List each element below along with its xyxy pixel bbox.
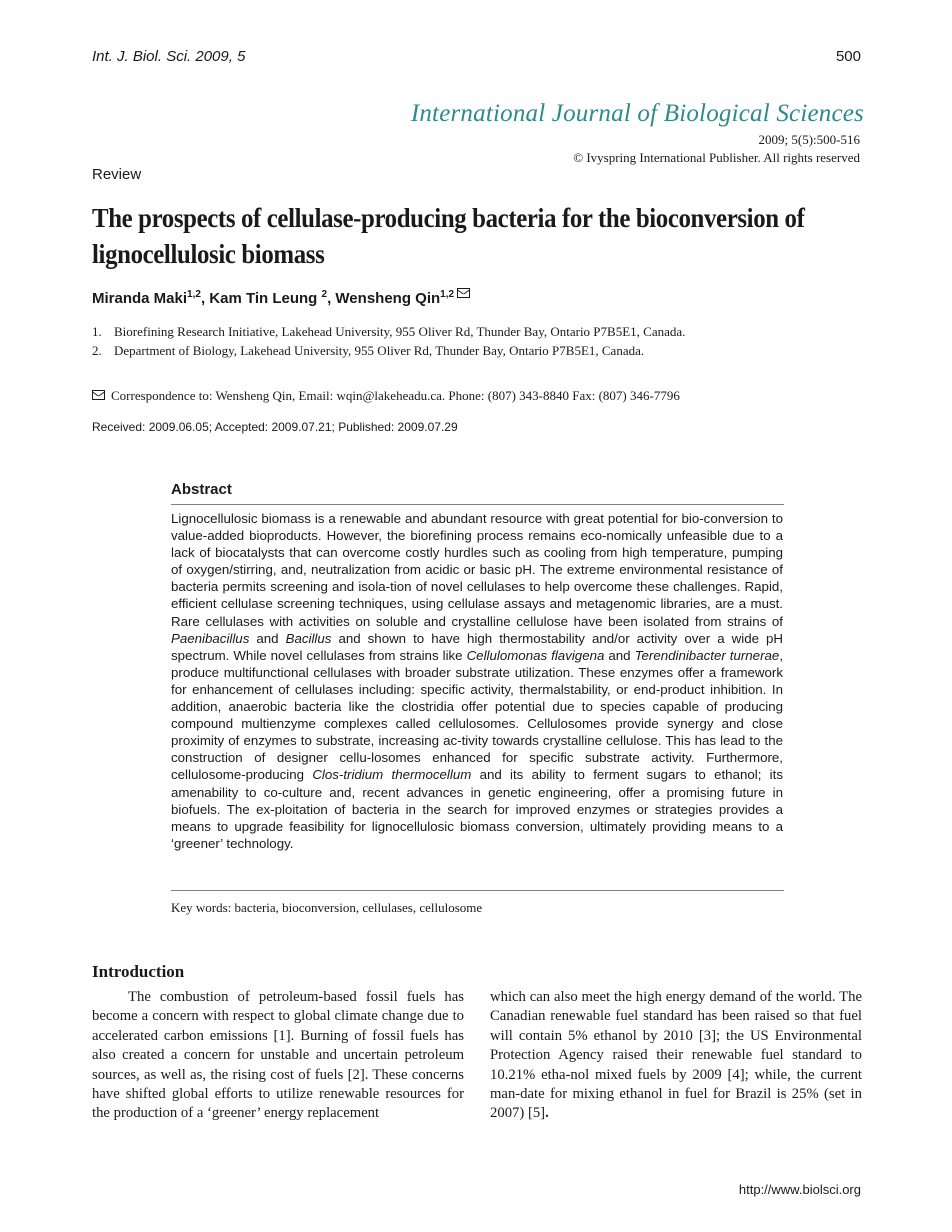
- journal-citation: 2009; 5(5):500-516: [758, 132, 860, 147]
- body-column-left: The combustion of petroleum-based fossil fuels has become a concern with respect to global climate change due to accelerated carbon emissions [1]. Burning of fossil fuels has also created a concern for unstable and uncertain petroleum sources, as well as, the rising cost of fuels [2]. These concerns have shifted global efforts to utilize renewable resources for the production of a ‘greener’ energy replacement: [92, 989, 464, 1122]
- author-name: Miranda Maki: [92, 290, 188, 307]
- author-name: Kam Tin Leung: [209, 290, 318, 307]
- footer-url[interactable]: http://www.biolsci.org: [738, 1182, 861, 1197]
- abstract-bottom-rule: [171, 890, 784, 891]
- article-title: The prospects of cellulase-producing bacteria for the bioconversion of lignocellulosic biomass: [92, 203, 805, 269]
- envelope-icon: [92, 390, 105, 400]
- author-affil-sup: 1,2: [187, 289, 201, 300]
- species-name: Clos-tridium thermocellum: [312, 767, 472, 783]
- affiliation-number: 1.: [92, 324, 102, 339]
- abstract-top-rule: [171, 504, 784, 505]
- body-column-right: [490, 988, 862, 1124]
- affiliation-text: Biorefining Research Initiative, Lakehead University, 955 Oliver Rd, Thunder Bay, Ontario P7B5E1, Canada.: [114, 324, 686, 339]
- abstract-text: Lignocellulosic biomass is a renewable and abundant resource with great potential for bio-conversion to value-added bioproducts. However, the biorefining process remains eco-nomically unfeasible due to a lack of biocatalysts that can overcome costly hurdles such as cooling from high temperature, pumping of oxygen/stirring, and, neutralization from acidic or basic pH. The extreme environmental resistance of bacteria permits screening and isola-tion of novel cellulases to help overcome these challenges. Rapid, efficient cellulase screening techniques, using cellulase assays and metagenomic libraries, are a must. Rare cellulases with activities on soluble and crystalline cellulose have been isolated from strains of Paenibacillus and Bacillus and shown to have high thermostability and/or activity over a wide pH spectrum. While novel cellulases from strains like Cellulomonas flavigena and Terendinibacter turnerae, produce multifunctional cellulases with broader substrate utilization. These enzymes offer a framework for enhancement of cellulases including: specific activity, thermalstability, or end-product inhibition. In addition, anaerobic bacteria like the clostridia offer potential due to species capable of producing compound multienzyme complexes called cellulosomes. Cellulosomes provide synergy and close proximity of enzymes to substrate, increasing ac-tivity towards crystalline cellulose. This has lead to the construction of designer cellu-losomes enhanced for specific substrate activity. Furthermore, cellulosome-producing Clos-tridium thermocellum and its ability to ferment sugars to ethanol; its amenability to co-culture and, recent advances in genetic engineering, offer a promising future in biofuels. The ex-ploitation of bacteria in the search for improved enzymes or strategies provides a means to upgrade feasibility for lignocellulosic biomass conversion, ultimately providing means to a ‘greener’ technology.: [171, 511, 784, 851]
- body-text-end: .: [545, 1105, 549, 1122]
- species-name: Paenibacillus: [171, 630, 250, 646]
- publication-dates: Received: 2009.06.05; Accepted: 2009.07.21; Published: 2009.07.29: [92, 420, 458, 434]
- author-affil-sup: 1,2: [440, 289, 455, 300]
- correspondence-line: [92, 388, 680, 404]
- affiliation-number: 2.: [92, 343, 102, 358]
- correspondence-text: Correspondence to: Wensheng Qin, Email: wqin@lakeheadu.ca. Phone: (807) 343-8840 Fax: (807) 346-7796: [111, 388, 680, 403]
- affiliations: [92, 322, 685, 360]
- species-name: Terendinibacter turnerae: [634, 647, 780, 663]
- affiliation-item: [92, 322, 685, 341]
- keywords-line: Key words: bacteria, bioconversion, cellulases, cellulosome: [171, 900, 483, 915]
- abstract-heading: Abstract: [171, 481, 232, 498]
- page-number: 500: [835, 48, 861, 65]
- body-text: which can also meet the high energy demand of the world. The Canadian renewable fuel standard has been raised so that fuel will contain 5% ethanol by 2010 [3]; the US Environmental Protection Agency raised their renewable fuel standard to 10.21% etha-nol mixed fuels by 2009 [4]; while, the current man-date for mixing ethanol in fuel for Brazil is 25% (set in 2007) [5]: [490, 989, 862, 1122]
- species-name: Bacillus: [285, 630, 332, 646]
- affiliation-text: Department of Biology, Lakehead University, 955 Oliver Rd, Thunder Bay, Ontario P7B5E1, Canada.: [114, 343, 645, 358]
- envelope-icon: [457, 288, 470, 298]
- running-header-journal: Int. J. Biol. Sci. 2009, 5: [92, 48, 246, 65]
- author-list: Miranda Maki$^{1,2}$, Kam Tin Leung $^2$, Wensheng Qin$^{1,2}$: [92, 288, 470, 307]
- species-name: Cellulomonas flavigena: [466, 647, 605, 663]
- affiliation-item: [92, 341, 685, 360]
- section-heading-introduction: Introduction: [92, 962, 185, 981]
- copyright-notice: © Ivyspring International Publisher. All rights reserved: [573, 150, 860, 165]
- author-affil-sup: 2: [321, 289, 328, 300]
- journal-logo-title: International Journal of Biological Sciences: [410, 100, 864, 127]
- article-type-label: Review: [92, 166, 142, 183]
- author-name: Wensheng Qin: [335, 290, 441, 307]
